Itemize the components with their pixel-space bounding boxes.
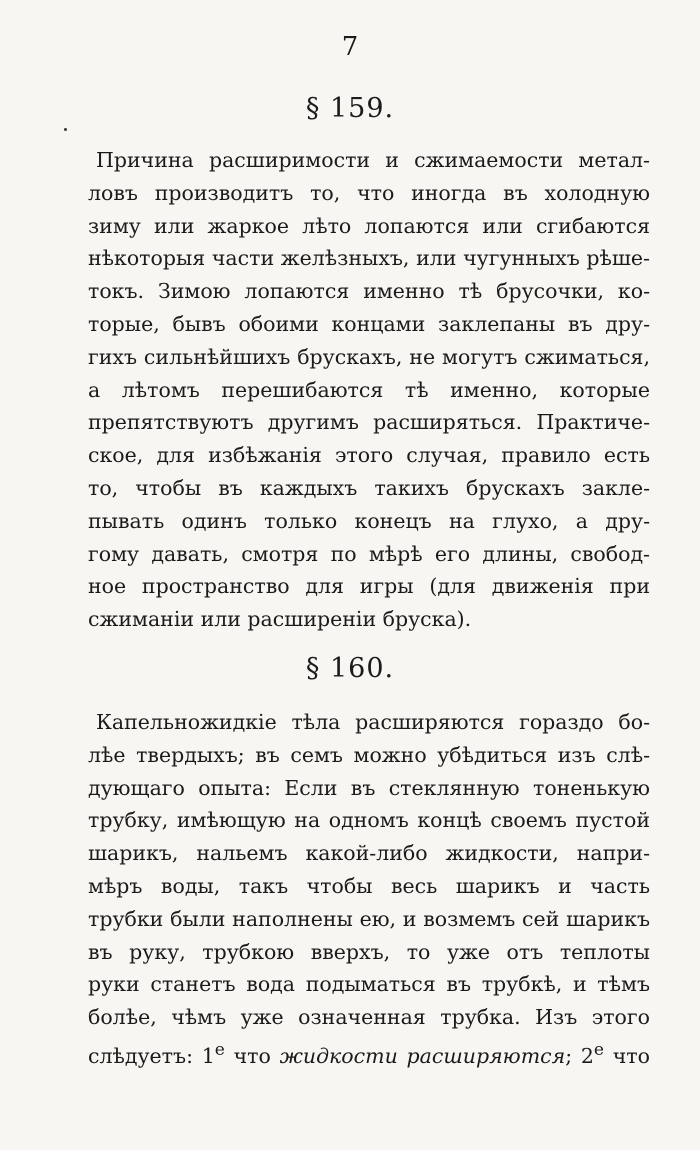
section-heading-159: § 159. [305,93,395,124]
final-line-end: что [603,1043,650,1068]
text-line: торые, бывъ обоими концами заклепаны въ дру- [88,311,650,336]
page-number: 7 [341,32,359,62]
final-line-after: ; 2 [565,1043,594,1068]
text-line: болѣе, чѣмъ уже означенная трубка. Изъ этого [88,1005,650,1030]
text-line: шарикъ, нальемъ какой-либо жидкости, напри- [88,841,650,866]
text-line: трубки были наполнены ею, и возмемъ сей шарикъ [88,906,650,931]
margin-speck [64,128,67,131]
paragraph-section-160 [88,706,650,1067]
text-line: ское, для избѣжанія этого случая, правило есть [88,443,650,468]
text-line: сжиманіи или расширеніи бруска). [88,607,472,632]
text-line: гихъ сильнѣйшихъ брускахъ, не могутъ сжиматься, [88,344,650,369]
text-line: препятствуютъ другимъ расширяться. Практиче- [88,410,650,435]
text-line: Причина расширимости и сжимаемости метал- [96,148,650,172]
text-line: лѣе твердыхъ; въ семъ можно убѣдиться изъ слѣ- [88,742,650,767]
text-line: мѣръ воды, такъ чтобы весь шарикъ и часть [88,873,650,898]
text-line-final [88,1034,650,1067]
final-line-middle: что [224,1043,280,1068]
text-line: нѣкоторыя части желѣзныхъ, или чугунныхъ рѣше- [88,246,650,271]
text-line: то, чтобы въ каждыхъ такихъ брускахъ закле- [88,475,650,500]
ordinal-suffix: е [593,1039,604,1060]
text-line: въ руку, трубкою вверхъ, то уже отъ теплоты [88,939,650,964]
text-line: ное пространство для игры (для движенія при [88,574,650,599]
text-line: зиму или жаркое лѣто лопаются или сгибаются [88,213,650,238]
text-line: гому давать, смотря по мѣрѣ его длины, свобод- [88,541,650,566]
text-line: токъ. Зимою лопаются именно тѣ брусочки, ко- [88,279,650,304]
final-line-start: слѣдуетъ: 1 [88,1043,215,1068]
text-line: ловъ производитъ то, что иногда въ холодную [88,180,650,205]
text-line: дующаго опыта: Если въ стеклянную тоненькую [88,775,650,800]
paragraph-section-159 [88,144,650,636]
text-line: трубку, имѣющую на одномъ концѣ своемъ пустой [88,808,650,833]
ordinal-suffix: е [214,1039,225,1060]
section-heading-160: § 160. [305,653,395,684]
text-line: руки станетъ вода подыматься въ трубкѣ, и тѣмъ [88,972,650,997]
text-line: Капельножидкіе тѣла расширяются гораздо бо- [96,710,650,734]
emphasized-phrase: жидкости расширяются [279,1043,566,1068]
text-line: а лѣтомъ перешибаются тѣ именно, которые [88,377,650,402]
text-line: пывать одинъ только конецъ на глухо, а дру- [88,508,650,533]
